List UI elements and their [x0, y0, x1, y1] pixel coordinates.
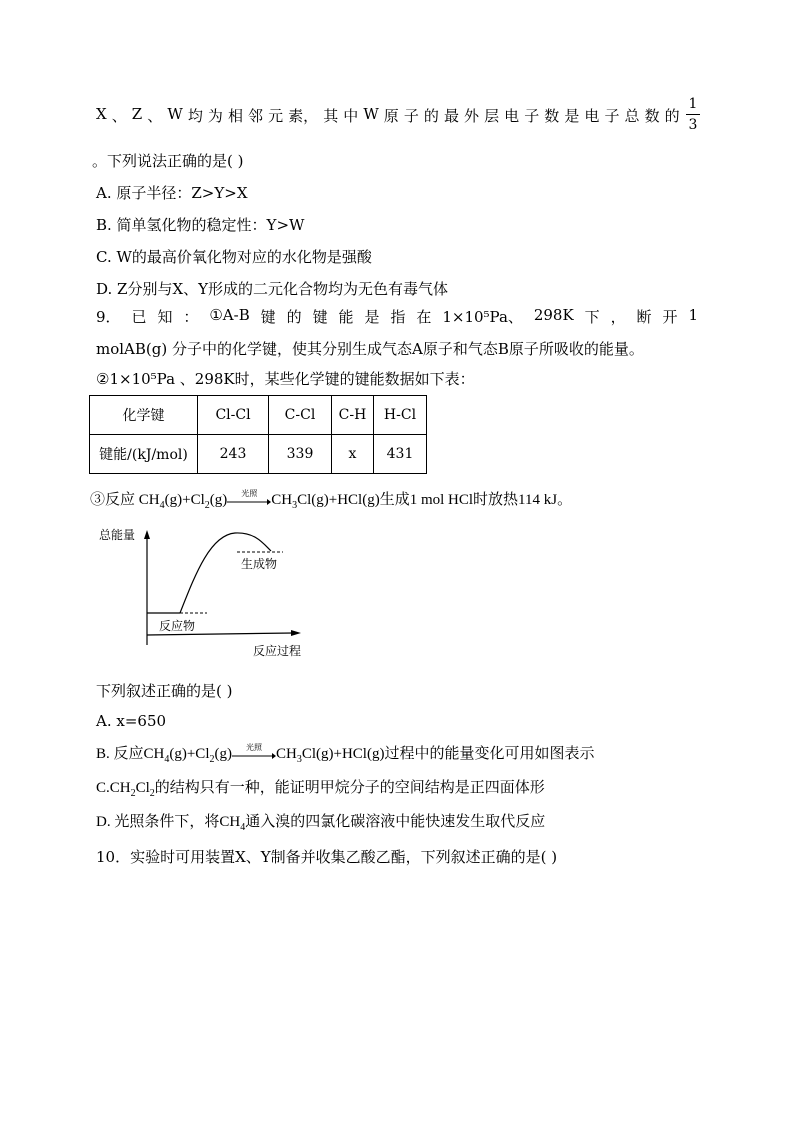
q9-line1-word: 9．: [96, 308, 121, 326]
q9-option-c: $C.CH_2Cl_2$的结构只有一种，能证明甲烷分子的空间结构是正四面体形: [96, 780, 545, 799]
y-axis-label: 总能量: [99, 528, 136, 542]
q9-line1: [96, 306, 698, 327]
q8-stem-word: 的: [423, 107, 439, 125]
q9-option-d: D. 光照条件下，将$CH_4$通入溴的四氯化碳溶液中能快速发生取代反应: [96, 814, 546, 833]
q9-option-a: A. x=650: [96, 712, 167, 730]
q9-line1-word: 键: [312, 308, 328, 326]
fraction-denominator: 3: [688, 117, 698, 133]
bond-energy-table: [89, 395, 427, 474]
q9-line1-word: 的: [286, 308, 302, 326]
q9-line1-word: 断: [636, 308, 652, 326]
y-axis-arrow-icon: [144, 530, 150, 539]
q8-stem-line: [96, 105, 680, 126]
table-cell: 431: [374, 435, 427, 474]
q8-stem-word: 电: [504, 107, 520, 125]
table-cell: 243: [198, 435, 269, 474]
q8-stem-word: 最: [443, 107, 459, 125]
q9-item2-text: 1×10⁵Pa 、298K时，某些化学键的键能数据如下表：: [109, 370, 475, 388]
option-c-pre: C.: [96, 780, 110, 796]
q8-stem-word: 、: [111, 107, 127, 125]
q8-stem-word: 邻: [248, 107, 264, 125]
table-row: [90, 396, 427, 435]
q9-line2: molAB(g) 分子中的化学键，使其分别生成气态A原子和气态B原子所吸收的能量。: [96, 340, 644, 358]
q8-stem-word: 电: [584, 107, 600, 125]
q8-stem-word: 子: [524, 107, 540, 125]
x-axis-label: 反应过程: [253, 644, 302, 658]
table-row: [90, 435, 427, 474]
table-header-cell: Cl-Cl: [198, 396, 269, 435]
circled-number-2: ②: [96, 370, 110, 388]
q8-stem-word: 中: [343, 107, 359, 125]
light-arrow: [227, 488, 271, 508]
q9-item3-pre: 反应: [105, 492, 136, 508]
table-header-cell: C-Cl: [269, 396, 332, 435]
q9-line1-word: 1×10⁵Pa、: [442, 308, 523, 326]
light-arrow: [232, 742, 276, 762]
table-cell: 键能/(kJ/mol): [90, 435, 198, 474]
q9-line1-word: 指: [390, 308, 406, 326]
energy-curve: [180, 533, 271, 613]
q9-line1-word: 已: [131, 308, 147, 326]
q8-stem-word: W: [363, 105, 379, 123]
table-header-cell: H-Cl: [374, 396, 427, 435]
option-d-post: 通入溴的四氯化碳溶液中能快速发生取代反应: [245, 814, 546, 830]
q9-line1-word: 在: [416, 308, 432, 326]
q8-stem-word: 数: [644, 107, 660, 125]
q8-stem-word: 相: [227, 107, 243, 125]
q9-line1-word: 键: [260, 308, 276, 326]
q9-option-b: B. 反应$CH_4(g)+Cl_2(g)$ 光照 $CH_3Cl(g)+HCl(g)$过程中的能量变化可用如图表示: [96, 742, 595, 765]
q8-option-a: A. 原子半径：Z>Y>X: [96, 184, 248, 202]
q9-line1-word: 下: [584, 308, 600, 326]
q9-item3: [90, 488, 572, 511]
q8-stem-word: 其: [323, 107, 339, 125]
q10-stem: 10．实验时可用装置X、Y制备并收集乙酸乙酯，下列叙述正确的是( ): [96, 848, 558, 866]
circled-number-3: ③: [90, 492, 106, 508]
q9-item3-post: 生成1 mol HCl时放热114 kJ。: [379, 492, 573, 508]
q8-stem-word: 的: [664, 107, 680, 125]
x-axis-arrow-icon: [291, 630, 301, 636]
option-c-post: 的结构只有一种，能证明甲烷分子的空间结构是正四面体形: [154, 780, 545, 796]
q9-line1-word: ：: [183, 308, 199, 326]
q8-stem-word: 是: [564, 107, 580, 125]
product-label: 生成物: [241, 557, 278, 571]
q9-line1-word: ①A-B: [209, 306, 250, 324]
q9-item2: [96, 368, 475, 389]
q9-line1-word: 能: [338, 308, 354, 326]
option-b-pre: B. 反应: [96, 746, 144, 762]
fraction-one-third: [686, 96, 700, 133]
option-d-pre: D. 光照条件下，将: [96, 814, 220, 830]
q9-line1-word: 是: [364, 308, 380, 326]
arrow-label: 光照: [241, 488, 258, 498]
q8-stem-word: 素，: [288, 107, 319, 125]
table-header-cell: C-H: [332, 396, 374, 435]
fraction-numerator: 1: [688, 96, 698, 112]
q8-stem-word: X: [96, 105, 107, 123]
q8-stem-word: 为: [207, 107, 223, 125]
reaction-equation: $CH_4(g)+Cl_2(g)$ 光照 $CH_3Cl(g)+HCl(g)$: [138, 488, 380, 511]
table-cell: 339: [269, 435, 332, 474]
q8-stem-end: 。下列说法正确的是( ): [92, 152, 244, 170]
q8-option-d: D. Z分别与X、Y形成的二元化合物均为无色有毒气体: [96, 280, 449, 298]
energy-diagram: [95, 525, 315, 660]
reactant-label: 反应物: [159, 619, 196, 633]
q9-line1-word: 1: [688, 306, 698, 324]
q8-option-c: C. W的最高价氧化物对应的水化物是强酸: [96, 248, 372, 266]
table-header-cell: 化学键: [90, 396, 198, 435]
q9-line1-word: ，: [610, 308, 626, 326]
q8-stem-word: 、: [147, 107, 163, 125]
q8-stem-word: 元: [268, 107, 284, 125]
q8-stem-word: W: [167, 105, 183, 123]
q9-ask: 下列叙述正确的是( ): [96, 682, 233, 700]
q9-line1-word: 开: [662, 308, 678, 326]
q9-line1-word: 知: [157, 308, 173, 326]
q8-stem-word: 子: [403, 107, 419, 125]
q8-stem-word: 层: [484, 107, 500, 125]
q8-stem-word: 原: [383, 107, 399, 125]
q8-option-b: B. 简单氢化物的稳定性：Y>W: [96, 216, 305, 234]
x-axis: [147, 633, 293, 635]
q8-stem-word: 总: [624, 107, 640, 125]
table-cell: x: [332, 435, 374, 474]
q9-line1-word: 298K: [533, 306, 574, 324]
q8-stem-word: 子: [604, 107, 620, 125]
q8-stem-word: 外: [464, 107, 480, 125]
q8-stem-word: 数: [544, 107, 560, 125]
arrow-label: 光照: [245, 742, 262, 752]
q8-stem-word: 均: [187, 107, 203, 125]
option-b-post: 过程中的能量变化可用如图表示: [384, 746, 595, 762]
q8-stem-word: Z: [131, 105, 143, 123]
